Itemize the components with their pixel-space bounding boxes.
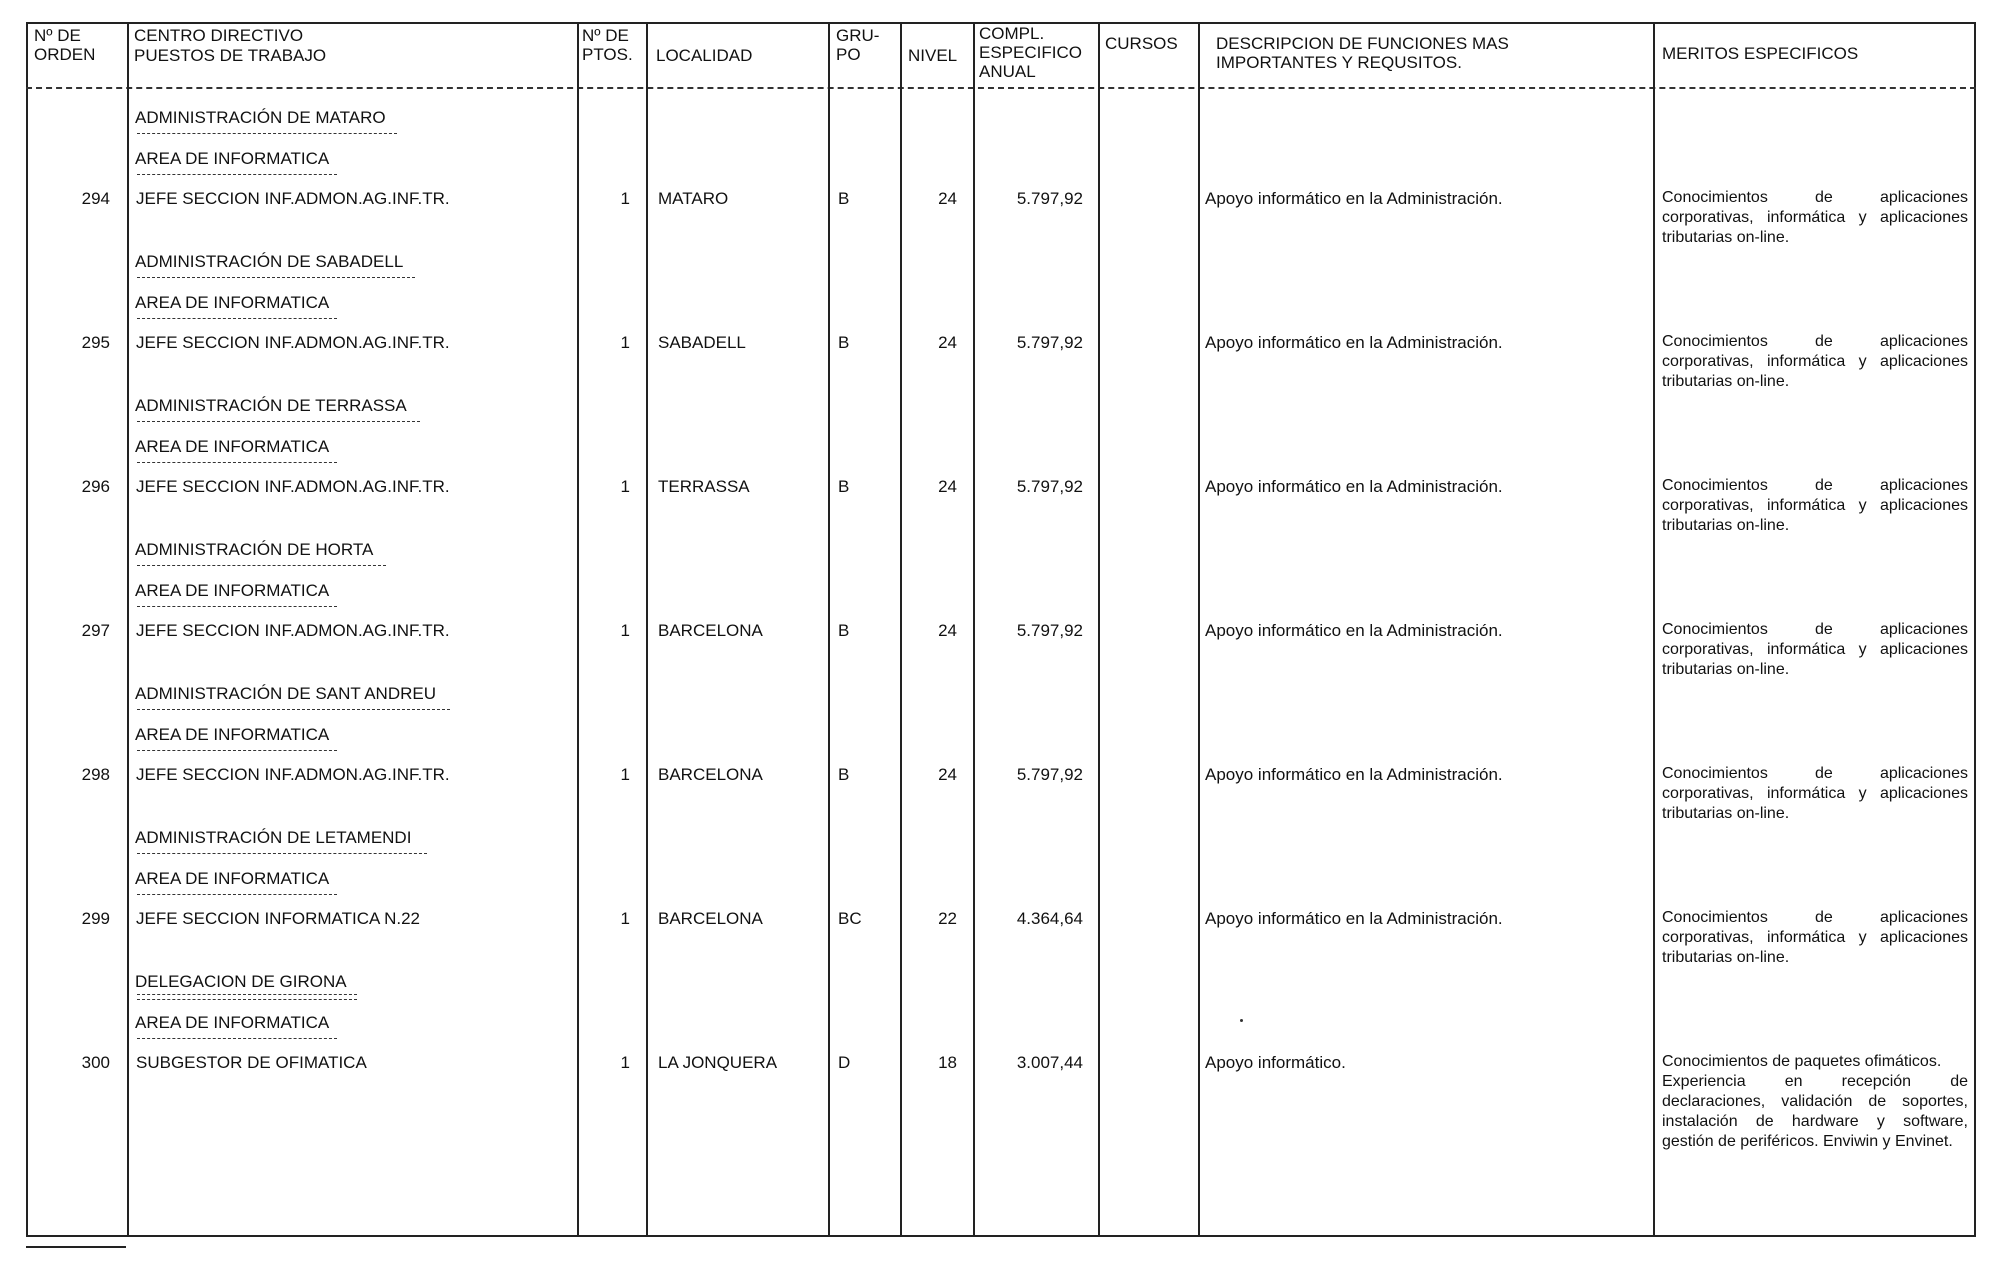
centro-directivo: ADMINISTRACIÓN DE TERRASSA [135,396,407,415]
meritos-especificos [1662,764,1968,824]
orden-number: 294 [81,189,110,208]
underline [137,565,386,566]
nivel: 24 [938,189,957,208]
underline [137,606,337,607]
merito-paragraph: Conocimientos de aplicaciones corporativas, informática y aplicaciones tributarias on-line. [1662,477,1968,534]
underline [137,750,337,751]
header-centro-directivo: CENTRO DIRECTIVO [134,26,304,45]
descripcion-funciones: Apoyo informático en la Administración. [1205,909,1503,928]
centro-directivo: ADMINISTRACIÓN DE LETAMENDI [135,828,412,847]
header-grupo: GRU- PO [836,26,880,64]
complemento-especifico: 5.797,92 [1016,621,1083,640]
descripcion-funciones: Apoyo informático en la Administración. [1205,765,1503,784]
nivel: 24 [938,333,957,352]
underline [137,853,427,854]
grupo: B [838,333,850,352]
footer-rule [26,1246,126,1248]
centro-directivo: ADMINISTRACIÓN DE SABADELL [135,252,404,271]
puesto-trabajo: SUBGESTOR DE OFIMATICA [136,1053,367,1072]
merito-paragraph: Conocimientos de aplicaciones corporativas, informática y aplicaciones tributarias on-line. [1662,189,1968,246]
stray-mark [1240,1019,1243,1022]
meritos-especificos [1662,476,1968,536]
puesto-trabajo: JEFE SECCION INF.ADMON.AG.INF.TR. [136,477,450,496]
complemento-especifico: 3.007,44 [1016,1053,1083,1072]
header-ptos: Nº DE PTOS. [582,26,633,64]
area-label: AREA DE INFORMATICA [135,149,330,168]
column-divider [1653,22,1655,1237]
merito-paragraph: Conocimientos de aplicaciones corporativas, informática y aplicaciones tributarias on-line. [1662,909,1968,966]
localidad: BARCELONA [658,621,763,640]
area-label: AREA DE INFORMATICA [135,581,330,600]
localidad: MATARO [658,189,729,208]
header-divider [26,87,1976,89]
localidad: BARCELONA [658,765,763,784]
orden-number: 297 [81,621,110,640]
descripcion-funciones: Apoyo informático en la Administración. [1205,621,1503,640]
ptos-count: 1 [620,477,630,496]
column-divider [127,22,129,1237]
column-divider [828,22,830,1237]
underline [137,277,415,278]
puesto-trabajo: JEFE SECCION INF.ADMON.AG.INF.TR. [136,189,450,208]
orden-number: 298 [81,765,110,784]
header-orden: Nº DE ORDEN [34,26,96,64]
localidad: TERRASSA [658,477,750,496]
complemento-especifico: 5.797,92 [1016,189,1083,208]
merito-paragraph: Conocimientos de aplicaciones corporativas, informática y aplicaciones tributarias on-line. [1662,765,1968,822]
descripcion-funciones: Apoyo informático en la Administración. [1205,189,1503,208]
centro-directivo: ADMINISTRACIÓN DE MATARO [135,108,386,127]
puesto-trabajo: JEFE SECCION INF.ADMON.AG.INF.TR. [136,765,450,784]
underline [137,174,337,175]
meritos-especificos [1662,908,1968,968]
descripcion-funciones: Apoyo informático. [1205,1053,1346,1072]
ptos-count: 1 [620,909,630,928]
ptos-count: 1 [620,621,630,640]
column-divider [1098,22,1100,1237]
localidad: LA JONQUERA [658,1053,778,1072]
meritos-especificos [1662,620,1968,680]
localidad: SABADELL [658,333,746,352]
underline [137,462,337,463]
area-label: AREA DE INFORMATICA [135,437,330,456]
underline [137,133,397,134]
underline [137,318,337,319]
underline [137,709,450,710]
grupo: B [838,477,850,496]
orden-number: 296 [81,477,110,496]
area-label: AREA DE INFORMATICA [135,869,330,888]
puesto-trabajo: JEFE SECCION INF.ADMON.AG.INF.TR. [136,333,450,352]
header-cursos: CURSOS [1105,34,1178,53]
nivel: 18 [938,1053,957,1072]
grupo: B [838,189,850,208]
descripcion-funciones: Apoyo informático en la Administración. [1205,333,1503,352]
header-localidad: LOCALIDAD [656,46,753,65]
puesto-trabajo: JEFE SECCION INFORMATICA N.22 [136,909,421,928]
orden-number: 295 [81,333,110,352]
header-puestos: PUESTOS DE TRABAJO [134,46,327,65]
merito-paragraph: Conocimientos de paquetes ofimáticos. [1662,1053,1942,1070]
column-divider [900,22,902,1237]
orden-number: 299 [81,909,110,928]
meritos-especificos [1662,1052,1968,1152]
complemento-especifico: 5.797,92 [1016,477,1083,496]
complemento-especifico: 5.797,92 [1016,333,1083,352]
grupo: B [838,621,850,640]
double-underline [137,994,357,1000]
nivel: 22 [938,909,957,928]
header-nivel: NIVEL [908,46,958,65]
ptos-count: 1 [620,189,630,208]
area-label: AREA DE INFORMATICA [135,293,330,312]
grupo: BC [838,909,862,928]
complemento-especifico: 4.364,64 [1016,909,1083,928]
meritos-especificos [1662,332,1968,392]
ptos-count: 1 [620,333,630,352]
underline [137,894,337,895]
puesto-trabajo: JEFE SECCION INF.ADMON.AG.INF.TR. [136,621,450,640]
centro-directivo: ADMINISTRACIÓN DE HORTA [135,540,374,559]
descripcion-funciones: Apoyo informático en la Administración. [1205,477,1503,496]
centro-directivo: ADMINISTRACIÓN DE SANT ANDREU [135,684,437,703]
merito-paragraph: Conocimientos de aplicaciones corporativas, informática y aplicaciones tributarias on-line. [1662,621,1968,678]
nivel: 24 [938,765,957,784]
column-divider [973,22,975,1237]
header-meritos: MERITOS ESPECIFICOS [1662,44,1859,63]
meritos-especificos [1662,188,1968,248]
header-compl-especifico: COMPL. ESPECIFICO ANUAL [979,24,1082,81]
ptos-count: 1 [620,765,630,784]
complemento-especifico: 5.797,92 [1016,765,1083,784]
orden-number: 300 [81,1053,110,1072]
merito-paragraph: Experiencia en recepción de declaraciones, validación de soportes, instalación de hardware y software, gestión de periféricos. Enviwin y Envinet. [1662,1073,1968,1150]
nivel: 24 [938,621,957,640]
nivel: 24 [938,477,957,496]
ptos-count: 1 [620,1053,630,1072]
column-divider [577,22,579,1237]
merito-paragraph: Conocimientos de aplicaciones corporativas, informática y aplicaciones tributarias on-line. [1662,333,1968,390]
area-label: AREA DE INFORMATICA [135,725,330,744]
header-descripcion: DESCRIPCION DE FUNCIONES MAS IMPORTANTES Y REQUSITOS. [1216,34,1509,72]
column-divider [1198,22,1200,1237]
grupo: D [838,1053,851,1072]
underline [137,421,420,422]
grupo: B [838,765,850,784]
centro-directivo: DELEGACION DE GIRONA [135,972,347,991]
underline [137,1038,337,1039]
localidad: BARCELONA [658,909,763,928]
column-divider [646,22,648,1237]
area-label: AREA DE INFORMATICA [135,1013,330,1032]
